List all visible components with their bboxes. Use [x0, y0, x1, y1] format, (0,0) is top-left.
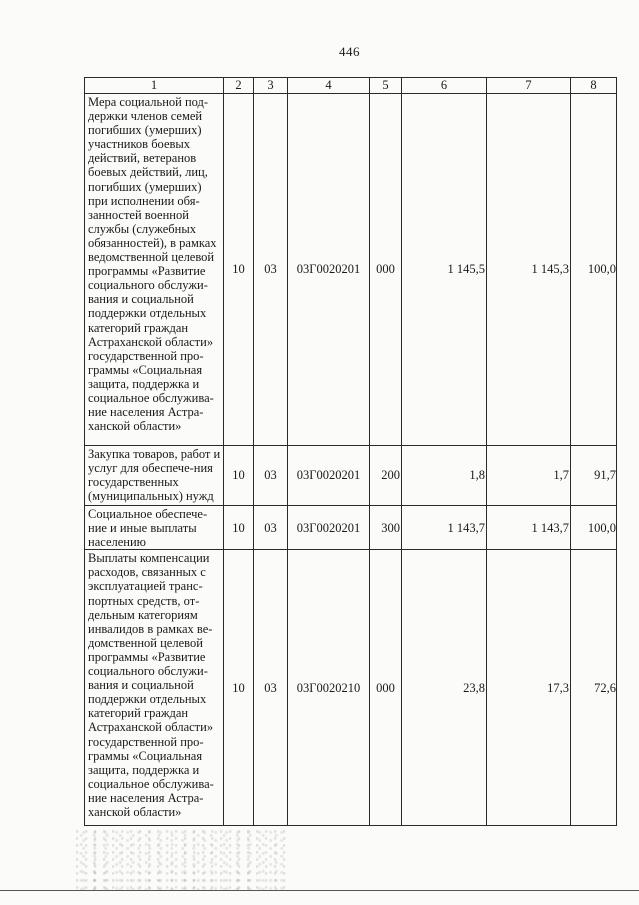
subsection-cell: 03	[254, 550, 288, 826]
column-header: 4	[288, 78, 370, 94]
budget-table	[84, 77, 617, 826]
section-cell: 10	[224, 550, 254, 826]
page-number: 446	[339, 44, 360, 59]
target-article-cell: 03Г0020210	[288, 550, 370, 826]
table-row	[85, 446, 617, 506]
subsection-cell: 03	[254, 506, 288, 550]
percent-cell: 72,6	[571, 550, 617, 826]
column-header: 8	[571, 78, 617, 94]
percent-cell: 100,0	[571, 94, 617, 446]
amount-cell: 17,3	[487, 550, 571, 826]
row-name-cell: Выплаты компенсации расходов, связанных с эксплуатацией транс-портных средств, от-дельным категориям инвалидов в рамках ве-домственной целевой программы «Развитие социального обслужи-вания и социальной поддержки отдельных категорий граждан Астраханской области» государственной про-граммы «Социальная защита, поддержка и социальное обслужива-ние населения Астра-ханской области»	[85, 550, 224, 826]
amount-cell: 23,8	[402, 550, 487, 826]
column-header: 3	[254, 78, 288, 94]
section-cell: 10	[224, 506, 254, 550]
expense-type-cell: 000	[370, 550, 402, 826]
target-article-cell: 03Г0020201	[288, 506, 370, 550]
percent-cell: 100,0	[571, 506, 617, 550]
amount-cell: 1 145,5	[402, 94, 487, 446]
expense-type-cell: 200	[370, 446, 402, 506]
target-article-cell: 03Г0020201	[288, 94, 370, 446]
table-header-row	[85, 78, 617, 94]
subsection-cell: 03	[254, 94, 288, 446]
amount-cell: 1 145,3	[487, 94, 571, 446]
row-name-cell: Закупка товаров, работ и услуг для обеспече-ния государственных (муниципальных) нужд	[85, 446, 224, 506]
column-header: 2	[224, 78, 254, 94]
table-row	[85, 506, 617, 550]
column-header: 7	[487, 78, 571, 94]
percent-cell: 91,7	[571, 446, 617, 506]
table-row	[85, 550, 617, 826]
subsection-cell: 03	[254, 446, 288, 506]
expense-type-cell: 300	[370, 506, 402, 550]
amount-cell: 1,7	[487, 446, 571, 506]
row-name-cell: Мера социальной под-держки членов семей погибших (умерших) участников боевых действий, ветеранов боевых действий, лиц, погибших (умерших) при исполнении обя-занностей военной службы (служебных обязанностей), в рамках ведомственной целевой программы «Развитие социального обслужи-вания и социальной поддержки отдельных категорий граждан Астраханской области» государственной про-граммы «Социальная защита, поддержка и социальное обслужива-ние населения Астра-ханской области»	[85, 94, 224, 446]
amount-cell: 1,8	[402, 446, 487, 506]
column-header: 1	[85, 78, 224, 94]
column-header: 5	[370, 78, 402, 94]
section-cell: 10	[224, 94, 254, 446]
amount-cell: 1 143,7	[487, 506, 571, 550]
column-header: 6	[402, 78, 487, 94]
expense-type-cell: 000	[370, 94, 402, 446]
scan-noise	[76, 830, 286, 890]
section-cell: 10	[224, 446, 254, 506]
amount-cell: 1 143,7	[402, 506, 487, 550]
row-name-cell: Социальное обеспече-ние и иные выплаты населению	[85, 506, 224, 550]
target-article-cell: 03Г0020201	[288, 446, 370, 506]
page-bottom-edge	[0, 890, 639, 891]
table-row	[85, 94, 617, 446]
